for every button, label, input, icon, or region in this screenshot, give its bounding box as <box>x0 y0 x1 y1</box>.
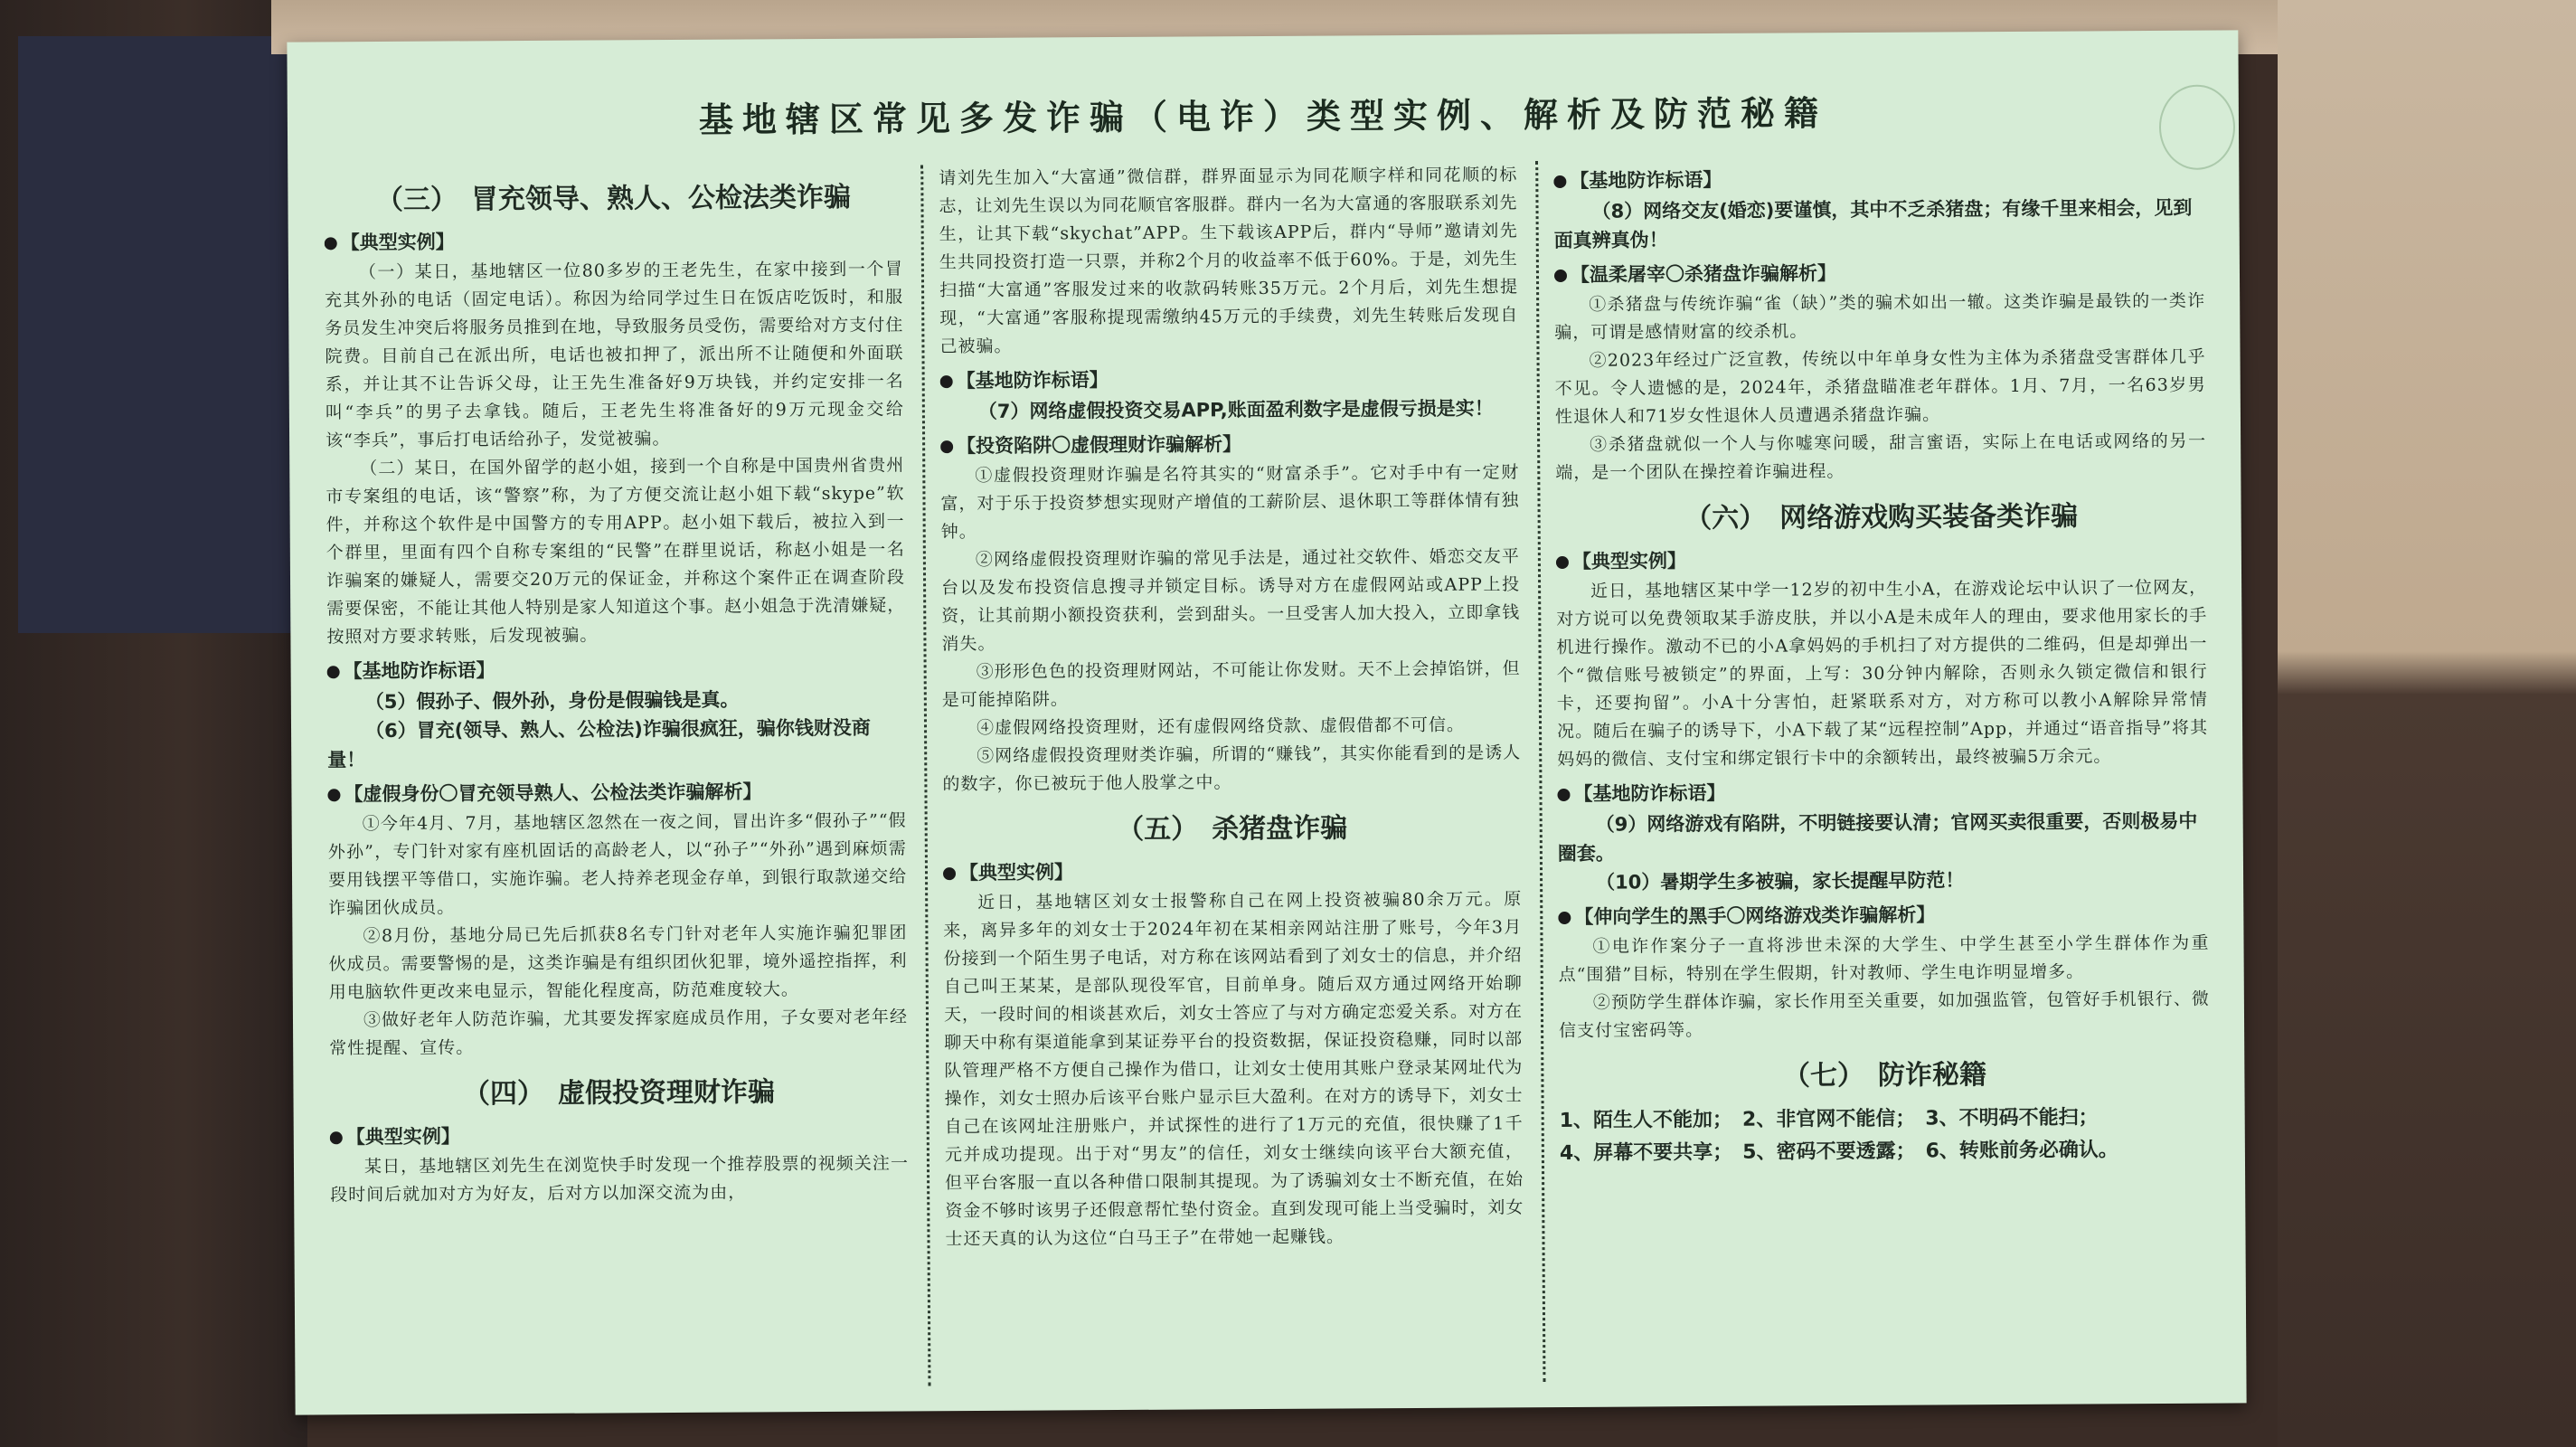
section-title: （四） 虚假投资理财诈骗 <box>462 1076 776 1111</box>
subsection-heading: 【虚假身份〇冒充领导熟人、公检法类诈骗解析】 <box>327 776 906 807</box>
bullet-icon <box>1558 912 1571 924</box>
bullet-icon <box>330 1131 343 1144</box>
bullet-icon <box>940 440 953 453</box>
case-paragraph: （一）某日，基地辖区一位80多岁的王老先生，在家中接到一个冒充其外孙的电话（固定电话）。称因为给同学过生日在饭店吃饭时，和服务员发生冲突后将服务员推到在地，导致服务员受伤，需要给对方支付住院费。目前自己在派出所，电话也被扣押了，派出所不让随便和外面联系，并让其不让告诉父母，让王先生准备好9万块钱，并约定安排一名叫“李兵”的男子去拿钱。随后，王老先生将准备好的9万元现金交给该“李兵”，事后打电话给孙子，发觉被骗。 <box>325 259 904 451</box>
column-left <box>324 165 910 1398</box>
subsection-heading: 【典型实例】 <box>943 855 1522 885</box>
section-title: （六） 网络游戏购买装备类诈骗 <box>1684 500 2079 535</box>
flyer-title: 基地辖区常见多发诈骗（电诈）类型实例、解析及防范秘籍 <box>698 92 1828 140</box>
slogan-line: （5）假孙子、假外孙，身份是假骗钱是真。 <box>364 688 740 714</box>
bullet-icon <box>1553 175 1566 188</box>
analysis-paragraph: ②网络虚假投资理财诈骗的常见手法是，通过社交软件、婚恋交友平台以及发布投资信息搜寻并锁定目标。诱导对方在虚假网站或APP上投资，让其前期小额投资获利，尝到甜头。一旦受害人加大投入，立即拿钱消失。 <box>941 546 1521 655</box>
anti-fraud-tips <box>1560 1102 2211 1170</box>
case-paragraph: 某日，基地辖区刘先生在浏览快手时发现一个推荐股票的视频关注一段时间后就加对方为好友，后对方以加深交流为由， <box>330 1153 910 1206</box>
background-right-desk <box>2278 0 2576 1447</box>
flyer-sheet <box>287 30 2246 1414</box>
column-divider <box>1535 161 1545 1382</box>
slogan-line: （8）网络交友(婚恋)要谨慎，其中不乏杀猪盘；有缘千里来相会，见到面真辨真伪！ <box>1553 196 2193 252</box>
subsection-heading: 【基地防诈标语】 <box>327 653 906 684</box>
slogan-line: （10）暑期学生多被骗，家长提醒早防范！ <box>1596 869 1965 894</box>
bullet-icon <box>943 867 956 880</box>
column-middle <box>939 161 1524 1395</box>
case-paragraph: 请刘先生加入“大富通”微信群，群界面显示为同花顺字样和同花顺的标志，让刘先生误以为同花顺官客服群。群内一名为大富通的客服联系刘先生，让其下载“skychat”APP。生下载该APP后，群内“导师”邀请刘先生共同投资打造一只票，并称2个月的收益率不低于60%。于是，刘先生扫描“大富通”客服发过来的收款码转账35万元。2个月后，刘先生想提现，“大富通”客服称提现需缴纳45万元的手续费，刘先生转账后发现自己被骗。 <box>939 165 1519 357</box>
background-dark-folder <box>18 36 313 633</box>
bullet-icon <box>1556 556 1569 569</box>
tips-line: 4、屏幕不要共享； 5、密码不要透露； 6、转账前务必确认。 <box>1559 1139 2118 1166</box>
subsection-heading: 【基地防诈标语】 <box>940 363 1519 393</box>
tips-line: 1、陌生人不能加； 2、非官网不能信； 3、不明码不能扫； <box>1559 1106 2099 1133</box>
analysis-paragraph: ⑤网络虚假投资理财类诈骗，所谓的“赚钱”，其实你能看到的是诱人的数字，你已被玩于他人股掌之中。 <box>942 742 1522 795</box>
subsection-heading: 【典型实例】 <box>1556 544 2207 574</box>
bullet-icon <box>327 666 340 678</box>
bullet-icon <box>1557 789 1570 801</box>
section-title: （五） 杀猪盘诈骗 <box>1117 812 1348 846</box>
section-title: （三） 冒充领导、熟人、公检法类诈骗 <box>375 181 852 217</box>
subsection-heading: 【投资陷阱〇虚假理财诈骗解析】 <box>940 428 1519 459</box>
analysis-paragraph: ③形形色色的投资理财网站，不可能让你发财。天不上会掉馅饼，但是可能掉陷阱。 <box>941 658 1521 711</box>
analysis-paragraph: ①电诈作案分子一直将涉世未深的大学生、中学生甚至小学生群体作为重点“围猎”目标，特别在学生假期，针对教师、学生电诈明显增多。 <box>1558 932 2210 986</box>
case-paragraph: 近日，基地辖区刘女士报警称自己在网上投资被骗80余万元。原来，离异多年的刘女士于2024年初在某相亲网站注册了账号，今年3月份接到一个陌生男子电话，对方称在该网站看到了刘女士的信息，并介绍自己叫王某某，是部队现役军官，目前单身。随后双方通过网络开始聊天，一段时间的相谈甚欢后，刘女士答应了与对方确定恋爱关系。对方在聊天中称有渠道能拿到某证券平台的投资数据，保证投资稳赚，同时以部队管理严格不方便自己操作为借口，让刘女士使用其账户登录某网址代为操作，刘女士照办后该平台账户显示巨大盈利。在对方的诱导下，刘女士自己在该网址注册账户，并试探性的进行了1万元的充值，很快赚了1千元并成功提现。出于对“男友”的信任，刘女士继续向该平台大额充值，但平台客服一直以各种借口限制其提现。为了诱骗刘女士不断充值，在始资金不够时该男子还假意帮忙垫付资金。直到发现可能上当受骗时，刘女士还天真的认为这位“白马王子”在带她一起赚钱。 <box>943 889 1524 1250</box>
analysis-paragraph: ②8月份，基地分局已先后抓获8名专门针对老年人实施诈骗犯罪团伙成员。需要警惕的是，这类诈骗是有组织团伙犯罪，境外遥控指挥，利用电脑软件更改来电显示，智能化程度高，防范难度较大。 <box>328 922 908 1003</box>
analysis-paragraph: ③杀猪盘就似一个人与你嘘寒问暖，甜言蜜语，实际上在电话或网络的另一端，是一个团队在操控着诈骗进程。 <box>1555 430 2207 484</box>
slogan-line: （6）冒充(领导、熟人、公检法)诈骗很疯狂，骗你钱财没商量！ <box>327 716 871 771</box>
subsection-heading: 【温柔屠宰〇杀猪盘诈骗解析】 <box>1554 257 2205 288</box>
section-title: （七） 防诈秘籍 <box>1782 1059 1987 1092</box>
analysis-paragraph: ①杀猪盘与传统诈骗“雀（缺）”类的骗术如出一辙。这类诈骗是最铁的一类诈骗，可谓是感情财富的绞杀机。 <box>1554 290 2206 344</box>
subsection-heading: 【典型实例】 <box>325 224 903 255</box>
slogan-line: （7）网络虚假投资交易APP,账面盈利数字是虚假亏损是实！ <box>977 397 1494 422</box>
bullet-icon <box>1554 270 1567 282</box>
analysis-paragraph: ④虚假网络投资理财，还有虚假网络贷款、虚假借都不可信。 <box>976 714 1466 738</box>
case-paragraph: 近日，基地辖区某中学一12岁的初中生小A，在游戏论坛中认识了一位网友，对方说可以免费领取某手游皮肤，并以小A是未成年人的理由，要求他用家长的手机进行操作。激动不已的小A拿妈妈的手机扫了对方提供的二维码，但是却弹出一个“微信账号被锁定”的界面，上写：30分钟内解除，否则永久锁定微信和银行卡，还要拘留”。小A十分害怕，赶紧联系对方，对方称可以教小A解除异常情况。随后在骗子的诱导下，小A下载了某“远程控制”App，并通过“语音指导”将其妈妈的微信、支付宝和绑定银行卡中的余额转出，最终被骗5万余元。 <box>1556 577 2209 771</box>
analysis-paragraph: ②预防学生群体诈骗，家长作用至关重要，如加强监管，包管好手机银行、微信支付宝密码等。 <box>1559 988 2210 1042</box>
case-paragraph: （二）某日，在国外留学的赵小姐，接到一个自称是中国贵州省贵州市专案组的电话，该“警察”称，为了方便交流让赵小姐下载“skype”软件，并称这个软件是中国警方的专用APP。赵小姐下载后，被拉入到一个群里，里面有四个自称专案组的“民警”在群里说话，称赵小姐是一名诈骗案的嫌疑人，需要交20万元的保证金，并称这个案件正在调查阶段需要保密，不能让其他人特别是家人知道这个事。赵小姐急于洗清嫌疑，按照对方要求转账，后发现被骗。 <box>326 455 906 648</box>
analysis-paragraph: ①虚假投资理财诈骗是名符其实的“财富杀手”。它对手中有一定财富，对于乐于投资梦想实现财产增值的工薪阶层、退休职工等群体情有独钟。 <box>940 462 1520 543</box>
subsection-heading: 【伸向学生的黑手〇网络游戏类诈骗解析】 <box>1558 899 2209 930</box>
slogan-line: （9）网络游戏有陷阱，不明链接要认清；官网买卖很重要，否则极易中圈套。 <box>1557 809 2198 865</box>
column-right <box>1553 157 2212 1391</box>
column-divider <box>920 165 930 1386</box>
bullet-icon <box>327 789 340 801</box>
analysis-paragraph: ①今年4月、7月，基地辖区忽然在一夜之间，冒出许多“假孙子”“假外孙”，专门针对家有座机固话的高龄老人，以“孙子”“外孙”遇到麻烦需要用钱摆平等借口，实施诈骗。老人持养老现金存单，到银行取款递交给诈骗团伙成员。 <box>327 810 908 919</box>
subsection-heading: 【典型实例】 <box>330 1119 909 1149</box>
bullet-icon <box>325 237 337 250</box>
subsection-heading: 【基地防诈标语】 <box>1553 163 2204 194</box>
bullet-icon <box>940 375 953 388</box>
analysis-paragraph: ③做好老年人防范诈骗，尤其要发挥家庭成员作用，子女要对老年经常性提醒、宣传。 <box>329 1007 909 1059</box>
subsection-heading: 【基地防诈标语】 <box>1557 776 2208 807</box>
analysis-paragraph: ②2023年经过广泛宣教，传统以中年单身女性为主体为杀猪盘受害群体几乎不见。令人遗憾的是，2024年，杀猪盘瞄准老年群体。1月、7月，一名63岁男性退休人和71岁女性退休人员遭遇杀猪盘诈骗。 <box>1554 346 2206 428</box>
